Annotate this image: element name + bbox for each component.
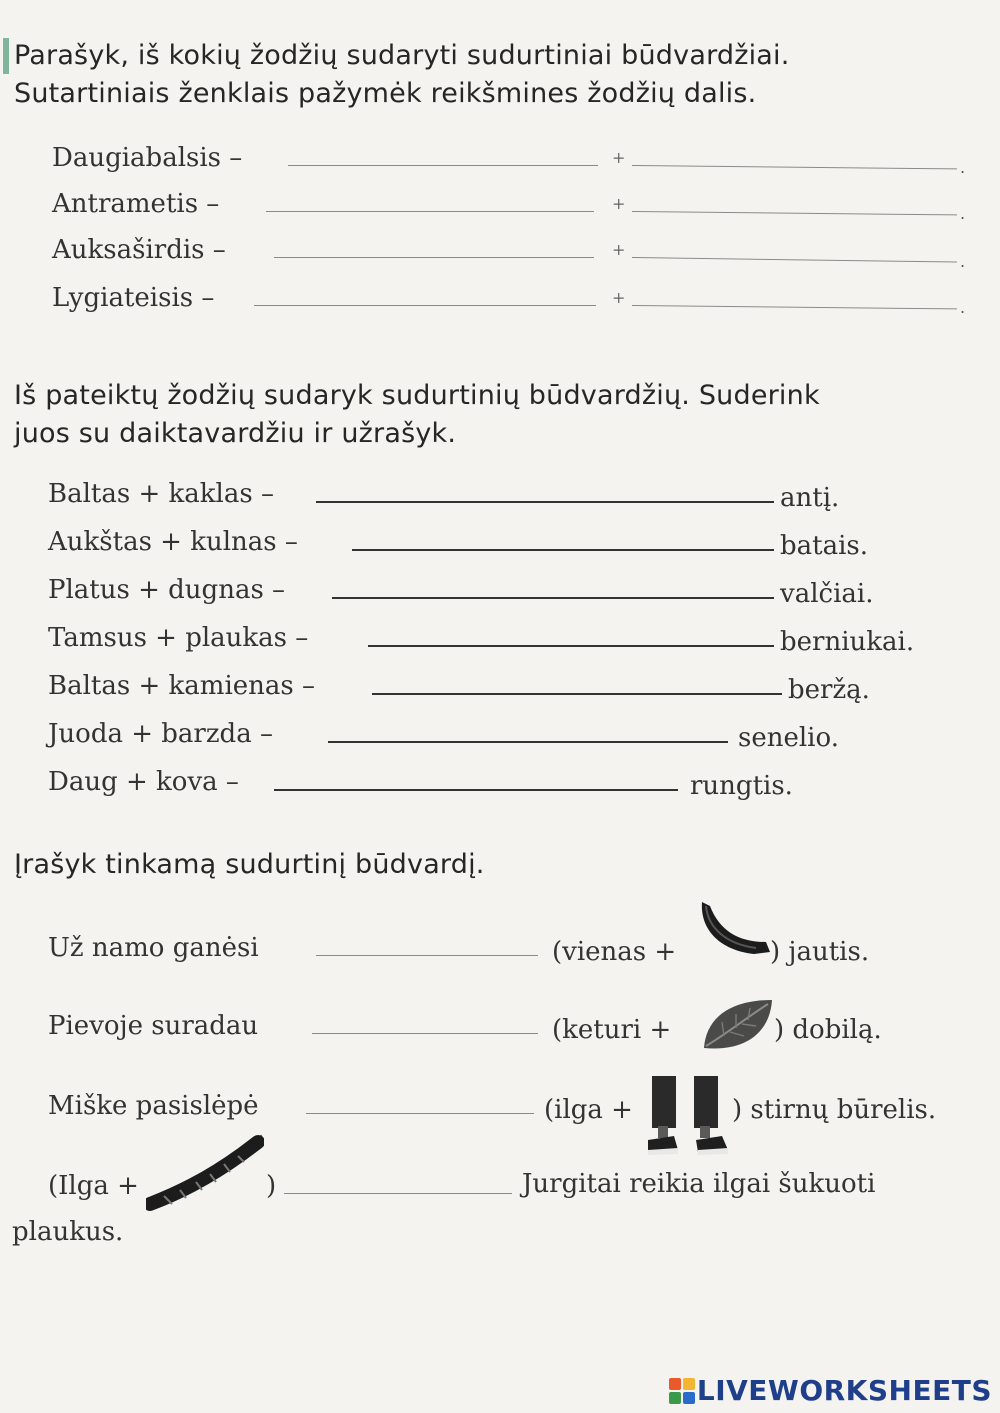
plus-sign: + bbox=[612, 240, 626, 259]
task1-heading-line2: Sutartiniais ženklais pažymėk reikšmines žodžių dalis. bbox=[14, 78, 757, 109]
answer-blank[interactable] bbox=[632, 305, 957, 309]
answer-blank[interactable] bbox=[306, 1113, 534, 1114]
task3-close-paren: ) bbox=[266, 1171, 277, 1201]
task1-word: Daugiabalsis – bbox=[52, 143, 243, 173]
task2-row bbox=[48, 666, 948, 706]
answer-blank[interactable] bbox=[274, 789, 678, 791]
task3-row bbox=[48, 1086, 968, 1126]
task3-hint: (keturi + bbox=[552, 1015, 672, 1045]
task2-word-pair: Platus + dugnas – bbox=[48, 575, 286, 605]
task2-noun: berniukai. bbox=[780, 627, 915, 657]
period: . bbox=[960, 204, 966, 223]
task1-heading bbox=[14, 36, 974, 114]
liveworksheets-badge-icon bbox=[669, 1378, 695, 1404]
task1-heading-line1: Parašyk, iš kokių žodžių sudaryti sudurtiniai būdvardžiai. bbox=[14, 40, 790, 71]
plus-sign: + bbox=[612, 194, 626, 213]
task1-row bbox=[52, 184, 972, 224]
task3-row bbox=[48, 1006, 948, 1046]
liveworksheets-logo[interactable] bbox=[669, 1374, 992, 1407]
task2-noun: batais. bbox=[780, 531, 869, 561]
task2-row bbox=[48, 474, 948, 514]
task2-word-pair: Baltas + kamienas – bbox=[48, 671, 315, 701]
answer-blank[interactable] bbox=[352, 549, 774, 551]
task1-word: Lygiateisis – bbox=[52, 283, 215, 313]
task2-word-pair: Tamsus + plaukas – bbox=[48, 623, 309, 653]
task3-last-sentence-line2: plaukus. bbox=[12, 1217, 124, 1247]
task3-row bbox=[48, 928, 948, 968]
task3-last-sentence: Jurgitai reikia ilgai šukuoti bbox=[522, 1169, 876, 1199]
task2-row bbox=[48, 618, 948, 658]
answer-blank[interactable] bbox=[312, 1033, 538, 1034]
task2-row bbox=[48, 714, 948, 754]
task2-noun: rungtis. bbox=[690, 771, 793, 801]
plus-sign: + bbox=[612, 288, 626, 307]
period: . bbox=[960, 158, 966, 177]
leaf-icon bbox=[700, 996, 776, 1054]
task2-heading-line2: juos su daiktavardžiu ir užrašyk. bbox=[14, 418, 457, 449]
answer-blank[interactable] bbox=[274, 257, 594, 258]
task1-row bbox=[52, 230, 972, 270]
task2-word-pair: Juoda + barzda – bbox=[48, 719, 273, 749]
task3-hint: (ilga + bbox=[544, 1095, 633, 1125]
task3-sentence-start: Pievoje suradau bbox=[48, 1011, 259, 1041]
task3-sentence-end: ) jautis. bbox=[770, 937, 870, 967]
task1-word: Antrametis – bbox=[52, 189, 220, 219]
task1-accent-bar bbox=[3, 38, 9, 74]
task2-word-pair: Daug + kova – bbox=[48, 767, 239, 797]
task2-row bbox=[48, 762, 948, 802]
answer-blank[interactable] bbox=[632, 211, 957, 215]
task3-hint: (Ilga + bbox=[48, 1171, 139, 1201]
legs-icon bbox=[644, 1074, 734, 1158]
task3-sentence-end: ) stirnų būrelis. bbox=[732, 1095, 937, 1125]
answer-blank[interactable] bbox=[254, 305, 596, 306]
answer-blank[interactable] bbox=[328, 741, 728, 743]
task2-word-pair: Aukštas + kulnas – bbox=[48, 527, 298, 557]
task2-heading-line1: Iš pateiktų žodžių sudaryk sudurtinių būdvardžių. Suderink bbox=[14, 380, 820, 411]
task3-sentence-end: ) dobilą. bbox=[774, 1015, 882, 1045]
task2-word-pair: Baltas + kaklas – bbox=[48, 479, 274, 509]
braid-icon bbox=[146, 1134, 264, 1212]
task2-noun: valčiai. bbox=[780, 579, 874, 609]
task2-heading bbox=[14, 376, 974, 454]
task1-row bbox=[52, 138, 972, 178]
task3-sentence-start: Už namo ganėsi bbox=[48, 933, 259, 963]
task2-row bbox=[48, 570, 948, 610]
task2-noun: beržą. bbox=[788, 675, 870, 705]
task2-noun: senelio. bbox=[738, 723, 839, 753]
brand-text: LIVEWORKSHEETS bbox=[696, 1374, 992, 1407]
answer-blank[interactable] bbox=[332, 597, 774, 599]
answer-blank[interactable] bbox=[284, 1193, 512, 1194]
task3-hint: (vienas + bbox=[552, 937, 677, 967]
task3-heading: Įrašyk tinkamą sudurtinį būdvardį. bbox=[14, 849, 485, 880]
period: . bbox=[960, 298, 966, 317]
task1-word: Auksaširdis – bbox=[52, 235, 226, 265]
answer-blank[interactable] bbox=[368, 645, 774, 647]
answer-blank[interactable] bbox=[316, 955, 538, 956]
plus-sign: + bbox=[612, 148, 626, 167]
task2-row bbox=[48, 522, 948, 562]
answer-blank[interactable] bbox=[288, 165, 598, 166]
task2-noun: antį. bbox=[780, 483, 840, 513]
horn-icon bbox=[696, 898, 772, 964]
period: . bbox=[960, 252, 966, 271]
task1-row bbox=[52, 278, 972, 318]
answer-blank[interactable] bbox=[266, 211, 594, 212]
task3-sentence-start: Miške pasislėpė bbox=[48, 1091, 259, 1121]
answer-blank[interactable] bbox=[316, 501, 774, 503]
answer-blank[interactable] bbox=[372, 693, 782, 695]
answer-blank[interactable] bbox=[632, 257, 957, 263]
answer-blank[interactable] bbox=[632, 165, 957, 169]
